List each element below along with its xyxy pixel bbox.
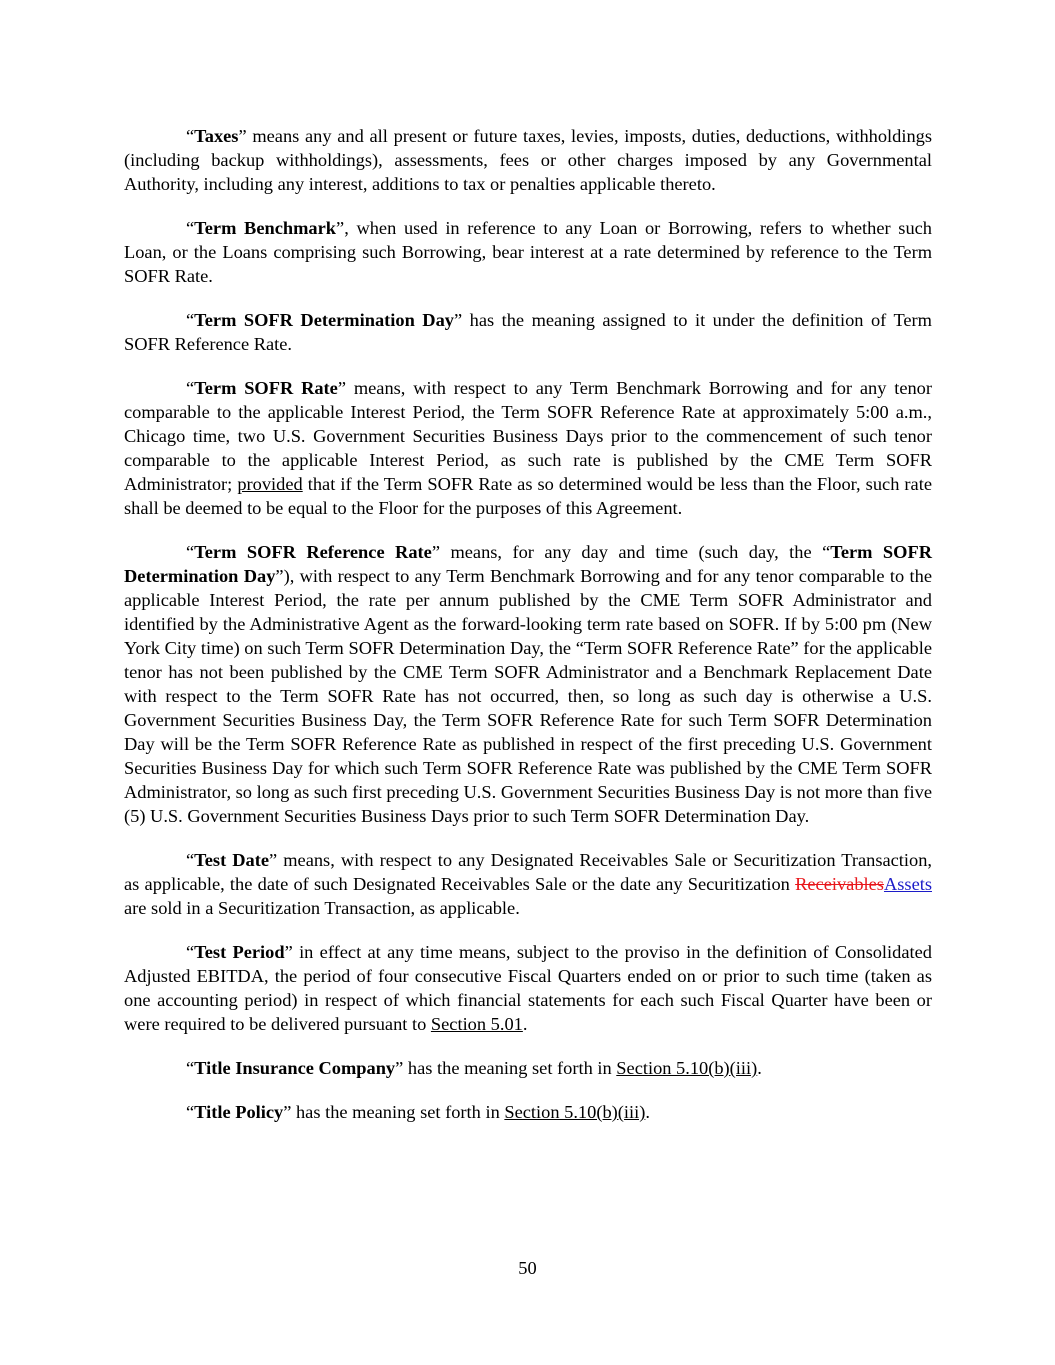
definition-text: .: [757, 1058, 762, 1078]
defined-term-inline: Term SOFR Determination Day: [124, 542, 932, 586]
definition-term-sofr-reference-rate: “Term SOFR Reference Rate” means, for any day and time (such day, the “Term SOFR Determination Day”), with respect to any Term Benchmark Borrowing and for any tenor comparable to the applicable Interest Period, the rate per annum published by the CME Term SOFR Administrator and identified by the Administrative Agent as the forward-looking term rate based on SOFR. If by 5:00 pm (New York City time) on such Term SOFR Determination Day, the “Term SOFR Reference Rate” for the applicable tenor has not been published by the CME Term SOFR Administrator and a Benchmark Replacement Date with respect to the Term SOFR Rate has not occurred, then, so long as such day is otherwise a U.S. Government Securities Business Day, the Term SOFR Reference Rate for such Term SOFR Determination Day will be the Term SOFR Reference Rate as published in respect of the first preceding U.S. Government Securities Business Day for which such Term SOFR Reference Rate was published by the CME Term SOFR Administrator, so long as such first preceding U.S. Government Securities Business Day is not more than five (5) U.S. Government Securities Business Days prior to such Term SOFR Determination Day.: [124, 542, 932, 826]
definition-text: are sold in a Securitization Transaction, as applicable.: [124, 898, 520, 918]
section-reference: Section 5.10(b)(iii): [504, 1102, 646, 1122]
definition-term-sofr-rate: “Term SOFR Rate” means, with respect to any Term Benchmark Borrowing and for any tenor comparable to the applicable Interest Period, the Term SOFR Reference Rate at approximately 5:00 a.m., Chicago time, two U.S. Government Securities Business Days prior to the commencement of such tenor comparable to the applicable Interest Period, as such rate is published by the CME Term SOFR Administrator; provided that if the Term SOFR Rate as so determined would be less than the Floor, such rate shall be deemed to be equal to the Floor for the purposes of this Agreement.: [124, 378, 932, 518]
defined-term: Title Insurance Company: [194, 1058, 396, 1078]
defined-term: Test Period: [194, 942, 285, 962]
definition-text: , when used in reference to any Loan or Borrowing, refers to whether such Loan, or the Loans comprising such Borrowing, bear interest at a rate determined by reference to the Term SOFR Rate.: [124, 218, 932, 286]
defined-term: Term SOFR Determination Day: [194, 310, 454, 330]
definition-text: means any and all present or future taxes, levies, imposts, duties, deductions, withholdings (including backup withholdings), assessments, fees or other charges imposed by any Governmental Authority, including any interest, additions to tax or penalties applicable thereto.: [124, 126, 932, 194]
definition-test-period: “Test Period” in effect at any time means, subject to the proviso in the definition of Consolidated Adjusted EBITDA, the period of four consecutive Fiscal Quarters ended on or prior to such time (taken as one accounting period) in respect of which financial statements for each such Fiscal Quarter have been or were required to be delivered pursuant to Section 5.01.: [124, 942, 932, 1034]
section-reference: Section 5.01: [430, 1014, 523, 1034]
definition-text: has the meaning set forth in: [291, 1102, 505, 1122]
defined-term: Taxes: [194, 126, 239, 146]
deleted-text: Receivables: [795, 874, 884, 894]
definition-text: means, with respect to any Term Benchmark Borrowing and for any tenor comparable to the applicable Interest Period, the Term SOFR Reference Rate at approximately 5:00 a.m., Chicago time, two U.S. Government Securities Business Days prior to the commencement of such tenor comparable to the applicable Interest Period, as such rate is published by the CME Term SOFR Administrator;: [124, 378, 932, 494]
section-reference: Section 5.10(b)(iii): [616, 1058, 758, 1078]
definition-taxes: “Taxes” means any and all present or future taxes, levies, imposts, duties, deductions, withholdings (including backup withholdings), assessments, fees or other charges imposed by any Governmental Authority, including any interest, additions to tax or penalties applicable thereto.: [124, 126, 932, 194]
definition-text: ”), with respect to any Term Benchmark Borrowing and for any tenor comparable to the applicable Interest Period, the rate per annum published by the CME Term SOFR Administrator and identified by the Administrative Agent as the forward-looking term rate based on SOFR. If by 5:00 pm (New York City time) on such Term SOFR Determination Day, the “Term SOFR Reference Rate” for the applicable tenor has not been published by the CME Term SOFR Administrator and a Benchmark Replacement Date with respect to the Term SOFR Rate has not occurred, then, so long as such day is otherwise a U.S. Government Securities Business Day, the Term SOFR Reference Rate for such Term SOFR Determination Day will be the Term SOFR Reference Rate as published in respect of the first preceding U.S. Government Securities Business Day for which such Term SOFR Reference Rate was published by the CME Term SOFR Administrator, so long as such first preceding U.S. Government Securities Business Day is not more than five (5) U.S. Government Securities Business Days prior to such Term SOFR Determination Day.: [124, 566, 932, 826]
inserted-text: Assets: [883, 874, 932, 894]
definition-term-benchmark: “Term Benchmark”, when used in reference to any Loan or Borrowing, refers to whether such Loan, or the Loans comprising such Borrowing, bear interest at a rate determined by reference to the Term SOFR Rate.: [124, 218, 932, 286]
definition-title-insurance-company: “Title Insurance Company” has the meaning set forth in Section 5.10(b)(iii).: [186, 1058, 762, 1078]
definition-text: has the meaning set forth in: [403, 1058, 617, 1078]
provided-underlined: provided: [237, 474, 303, 494]
definition-text: .: [522, 1014, 528, 1034]
definition-text: .: [645, 1102, 650, 1122]
page-number: 50: [518, 1258, 537, 1278]
document-page: [124, 124, 932, 1124]
definition-text: means, for any day and time (such day, the “: [440, 542, 831, 562]
definition-text: that if the Term SOFR Rate as so determined would be less than the Floor, such rate shall be deemed to be equal to the Floor for the purposes of this Agreement.: [124, 474, 932, 518]
defined-term: Term SOFR Reference Rate: [194, 542, 432, 562]
defined-term: Test Date: [194, 850, 270, 870]
defined-term: Title Policy: [194, 1102, 284, 1122]
defined-term: Term Benchmark: [194, 218, 337, 238]
definition-title-policy: “Title Policy” has the meaning set forth in Section 5.10(b)(iii).: [186, 1102, 650, 1122]
definition-text: has the meaning assigned to it under the definition of Term SOFR Reference Rate.: [124, 310, 932, 354]
definition-text: means, with respect to any Designated Receivables Sale or Securitization Transaction, as applicable, the date of such Designated Receivables Sale or the date any Securitization: [124, 850, 933, 894]
definition-text: in effect at any time means, subject to the proviso in the definition of Consolidated Adjusted EBITDA, the period of four consecutive Fiscal Quarters ended on or prior to such time (taken as one accounting period) in respect of which financial statements for each such Fiscal Quarter have been or were required to be delivered pursuant to: [124, 942, 932, 1034]
defined-term: Term SOFR Rate: [194, 378, 338, 398]
definition-term-sofr-determination-day: “Term SOFR Determination Day” has the meaning assigned to it under the definition of Term SOFR Reference Rate.: [124, 310, 932, 354]
definition-test-date: “Test Date” means, with respect to any Designated Receivables Sale or Securitization Transaction, as applicable, the date of such Designated Receivables Sale or the date any Securitization ReceivablesAssets are sold in a Securitization Transaction, as applicable.: [124, 850, 933, 918]
